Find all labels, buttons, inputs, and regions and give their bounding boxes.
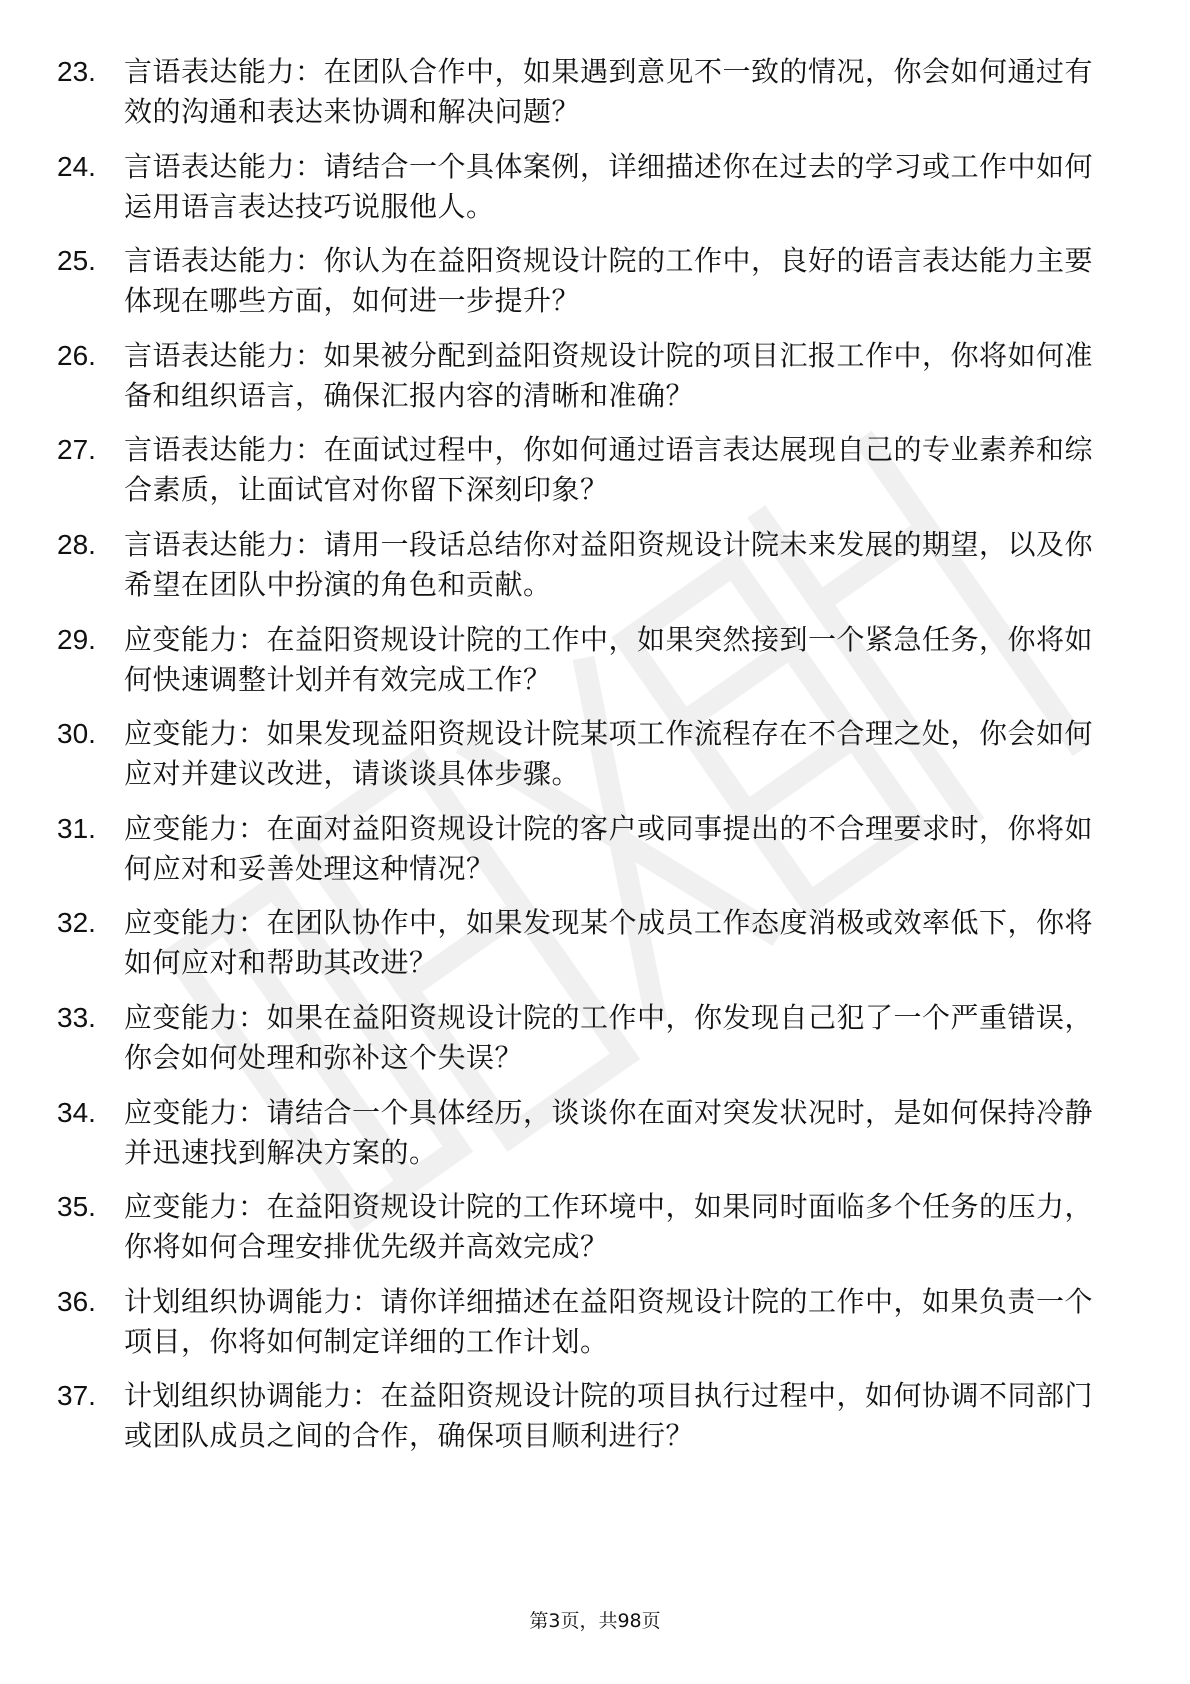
question-text: 应变能力：请结合一个具体经历，谈谈你在面对突发状况时，是如何保持冷静并迅速找到解决方案的。 <box>124 1095 1094 1169</box>
question-text: 计划组织协调能力：在益阳资规设计院的项目执行过程中，如何协调不同部门或团队成员之间的合作，确保项目顺利进行？ <box>124 1379 1094 1453</box>
question-number: 37. <box>57 1380 96 1412</box>
question-text: 言语表达能力：在面试过程中，你如何通过语言表达展现自己的专业素养和综合素质，让面试官对你留下深刻印象？ <box>124 433 1094 507</box>
question-text: 言语表达能力：你认为在益阳资规设计院的工作中，良好的语言表达能力主要体现在哪些方面，如何进一步提升？ <box>124 244 1094 318</box>
question-text: 应变能力：在面对益阳资规设计院的客户或同事提出的不合理要求时，你将如何应对和妥善处理这种情况？ <box>124 811 1094 885</box>
question-number: 23. <box>57 56 96 87</box>
list-item <box>57 1187 1117 1282</box>
question-text: 计划组织协调能力：请你详细描述在益阳资规设计院的工作中，如果负责一个项目，你将如何制定详细的工作计划。 <box>124 1284 1094 1358</box>
list-item <box>57 1282 1117 1377</box>
list-item <box>57 430 1117 525</box>
question-text: 言语表达能力：请用一段话总结你对益阳资规设计院未来发展的期望，以及你希望在团队中扮演的角色和贡献。 <box>124 527 1094 601</box>
list-item <box>57 241 1117 336</box>
question-number: 26. <box>57 339 96 371</box>
question-text: 应变能力：如果在益阳资规设计院的工作中，你发现自己犯了一个严重错误，你会如何处理和弥补这个失误？ <box>124 1000 1094 1074</box>
question-number: 28. <box>57 528 96 560</box>
list-item <box>57 1093 1117 1188</box>
list-item <box>57 620 1117 715</box>
question-number: 31. <box>57 812 96 844</box>
list-item <box>57 714 1117 809</box>
question-text: 言语表达能力：请结合一个具体案例，详细描述你在过去的学习或工作中如何运用语言表达技巧说服他人。 <box>124 149 1094 223</box>
question-number: 36. <box>57 1285 96 1317</box>
list-item <box>57 998 1117 1093</box>
question-number: 30. <box>57 718 96 750</box>
question-text: 应变能力：在团队协作中，如果发现某个成员工作态度消极或效率低下，你将如何应对和帮助其改进？ <box>124 906 1094 980</box>
list-item <box>57 525 1117 620</box>
question-number: 32. <box>57 907 96 939</box>
list-item <box>57 809 1117 904</box>
list-item <box>57 52 1117 147</box>
question-number: 29. <box>57 623 96 655</box>
question-text: 应变能力：在益阳资规设计院的工作环境中，如果同时面临多个任务的压力，你将如何合理安排优先级并高效完成？ <box>124 1190 1094 1264</box>
question-text: 言语表达能力：如果被分配到益阳资规设计院的项目汇报工作中，你将如何准备和组织语言，确保汇报内容的清晰和准确？ <box>124 338 1094 412</box>
question-text: 言语表达能力：在团队合作中，如果遇到意见不一致的情况，你会如何通过有效的沟通和表达来协调和解决问题？ <box>124 55 1094 128</box>
question-number: 27. <box>57 434 96 466</box>
question-number: 24. <box>57 150 96 182</box>
list-item <box>57 336 1117 431</box>
question-list <box>57 52 1117 1471</box>
question-number: 33. <box>57 1001 96 1033</box>
list-item <box>57 147 1117 242</box>
question-number: 35. <box>57 1191 96 1223</box>
list-item <box>57 1376 1117 1471</box>
page-number-label: 第3页，共98页 <box>529 1610 661 1632</box>
question-text: 应变能力：如果发现益阳资规设计院某项工作流程存在不合理之处，你会如何应对并建议改进，请谈谈具体步骤。 <box>124 717 1094 791</box>
question-number: 34. <box>57 1096 96 1128</box>
list-item <box>57 903 1117 998</box>
question-text: 应变能力：在益阳资规设计院的工作中，如果突然接到一个紧急任务，你将如何快速调整计划并有效完成工作？ <box>124 622 1094 696</box>
page-footer <box>0 1608 1190 1634</box>
question-number: 25. <box>57 245 96 277</box>
